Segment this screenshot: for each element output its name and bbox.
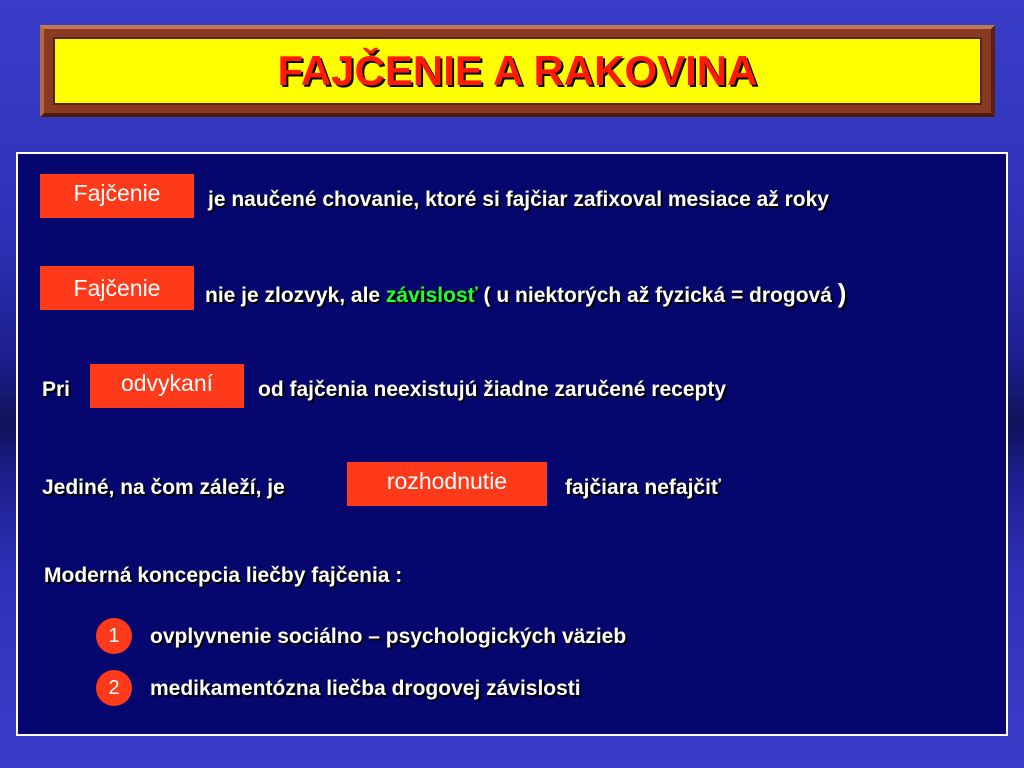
tag-fajcenie-1: Fajčenie (40, 174, 194, 218)
tag-rozhodnutie: rozhodnutie (347, 462, 547, 506)
page-title: FAJČENIE A RAKOVINA (277, 47, 758, 94)
row4-text: fajčiara nefajčiť (565, 476, 721, 499)
concept-item-2: medikamentózna liečba drogovej závislosti (150, 677, 581, 700)
row3-text: od fajčenia neexistujú žiadne zaručené recepty (258, 378, 726, 401)
number-badge-1: 1 (96, 618, 132, 654)
row4-prefix: Jediné, na čom záleží, je (42, 476, 285, 499)
row2-highlight: závislosť (385, 284, 478, 307)
concept-item-1: ovplyvnenie sociálno – psychologických väzieb (150, 625, 627, 648)
row2-paren: ) (837, 278, 847, 308)
row2-text-before: nie je zlozvyk, ale (205, 284, 386, 307)
concept-heading: Moderná koncepcia liečby fajčenia : (44, 564, 403, 587)
tag-odvykani: odvykaní (90, 364, 244, 408)
number-badge-2: 2 (96, 670, 132, 706)
title-frame (40, 25, 995, 117)
tag-fajcenie-2: Fajčenie (40, 266, 194, 310)
title-box (53, 37, 982, 105)
row1-text: je naučené chovanie, ktoré si fajčiar zafixoval mesiace až roky (208, 188, 829, 211)
row3-prefix: Pri (42, 378, 71, 401)
row2-text-after: ( u niektorých až fyzická = drogová (477, 284, 838, 307)
row2-text (205, 278, 846, 309)
